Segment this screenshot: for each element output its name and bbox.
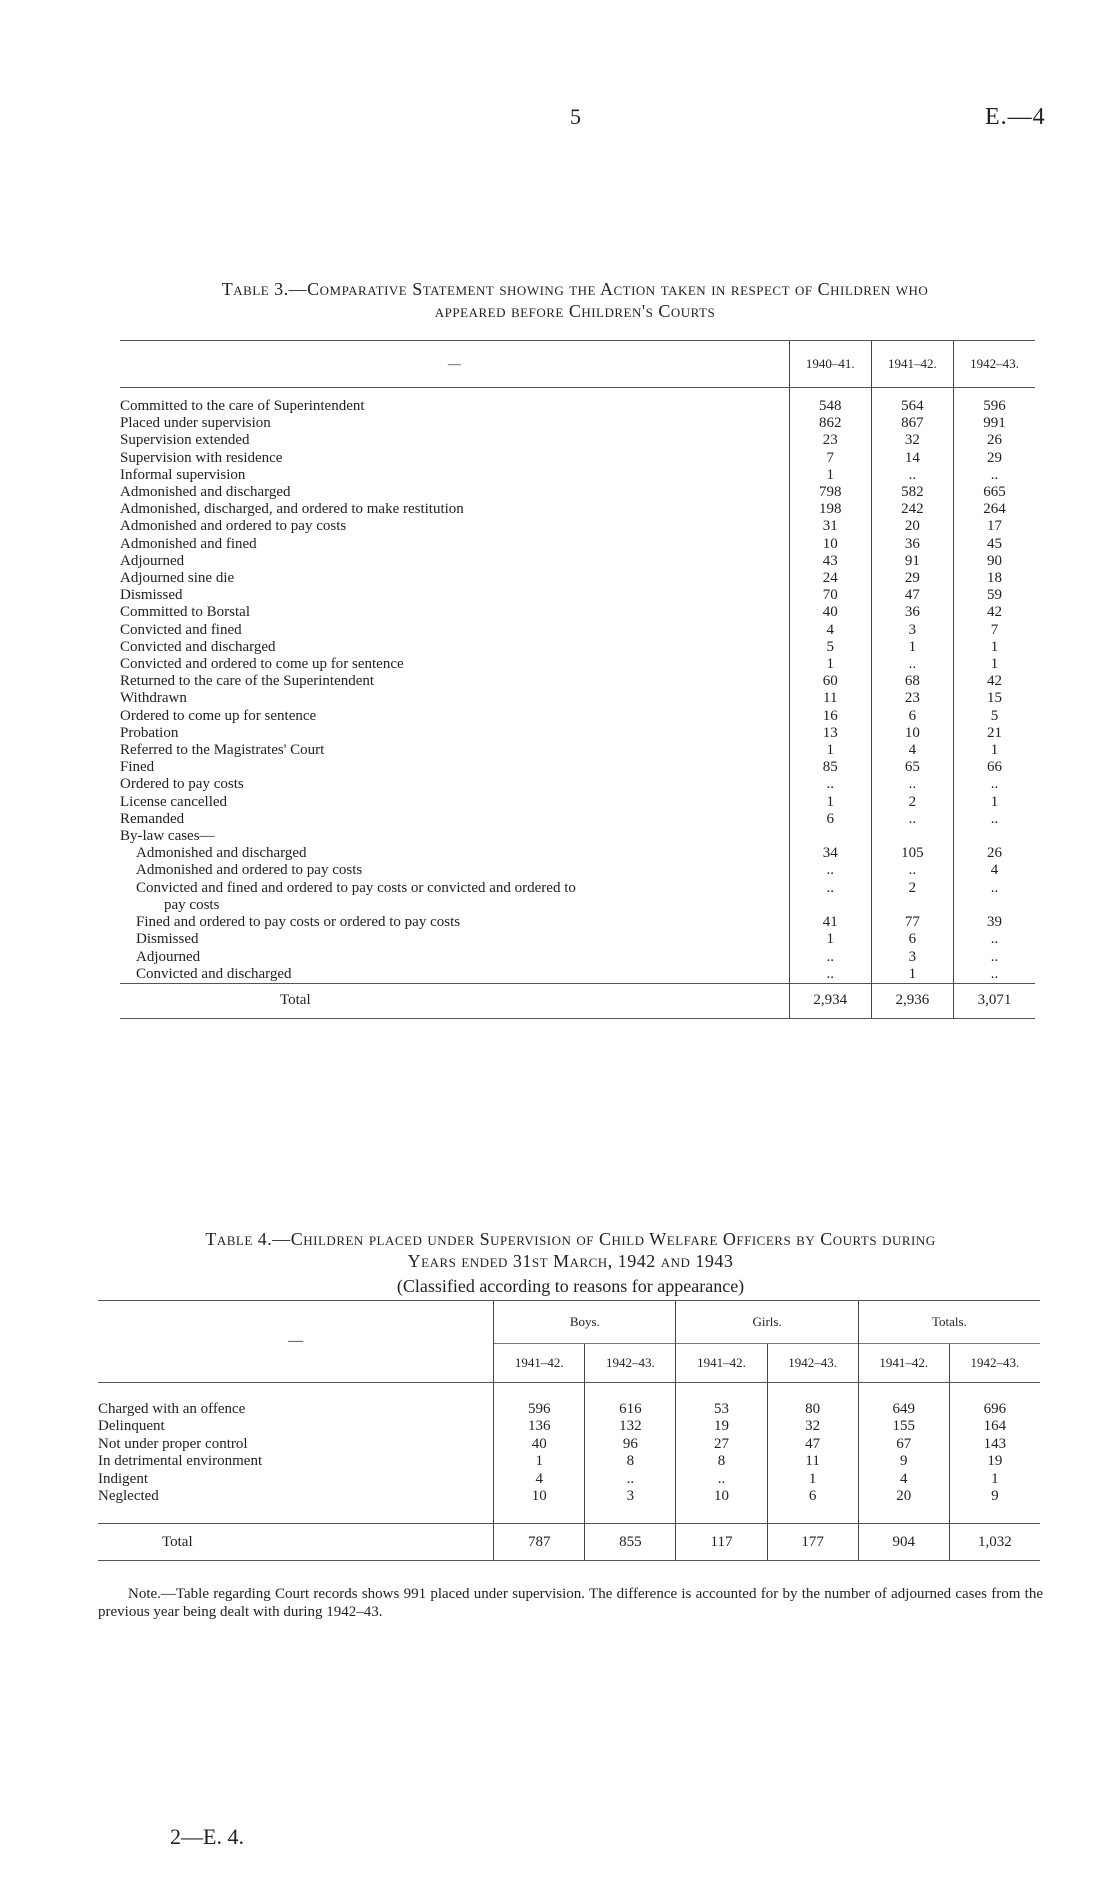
table4-cell: 4 bbox=[858, 1471, 949, 1489]
table4-cell: 40 bbox=[494, 1436, 585, 1454]
table3-cell: 68 bbox=[871, 673, 953, 690]
table3-cell: .. bbox=[871, 467, 953, 484]
table3-cell: 21 bbox=[953, 725, 1035, 742]
table3-col-header: 1940–41. bbox=[789, 341, 871, 388]
table3-cell: 34 bbox=[789, 845, 871, 862]
table3-cell: 36 bbox=[871, 604, 953, 621]
table3-cell: 264 bbox=[953, 501, 1035, 518]
table3-row-label: By-law cases— bbox=[120, 828, 215, 845]
table3-row-label: Convicted and ordered to come up for sentence bbox=[120, 656, 404, 673]
table3-cell: 14 bbox=[871, 450, 953, 467]
table4-cell: 47 bbox=[767, 1436, 858, 1454]
table3-cell bbox=[953, 828, 1035, 845]
table3-cell: 59 bbox=[953, 587, 1035, 604]
footer-reference: 2—E. 4. bbox=[170, 1824, 244, 1849]
table3-cell: 65 bbox=[871, 759, 953, 776]
table3-row bbox=[120, 518, 1035, 535]
table4-total-cell: 177 bbox=[767, 1524, 858, 1561]
table3-cell: 60 bbox=[789, 673, 871, 690]
table4-cell: 3 bbox=[585, 1488, 676, 1506]
table3-row bbox=[120, 776, 1035, 793]
table4-row-label: Neglected bbox=[98, 1488, 159, 1504]
table3-cell: 20 bbox=[871, 518, 953, 535]
table3-cell: .. bbox=[953, 931, 1035, 948]
table4-year-header: 1941–42. bbox=[858, 1344, 949, 1383]
table3-cell: 42 bbox=[953, 604, 1035, 621]
table3-cell: 1 bbox=[953, 794, 1035, 811]
table3-cell: .. bbox=[871, 776, 953, 793]
table3-cell: 29 bbox=[871, 570, 953, 587]
table3-cell: 5 bbox=[789, 639, 871, 656]
table3-cell: .. bbox=[789, 966, 871, 984]
table4-cell: 155 bbox=[858, 1418, 949, 1436]
table3-cell: 2 bbox=[871, 880, 953, 897]
table4-row-label: Charged with an offence bbox=[98, 1400, 246, 1417]
table3-row bbox=[120, 897, 1035, 914]
table4-year-header: 1942–43. bbox=[585, 1344, 676, 1383]
table3-cell: 4 bbox=[789, 622, 871, 639]
table3-row bbox=[120, 432, 1035, 449]
table3-cell: 6 bbox=[871, 931, 953, 948]
table3-row-label: Supervision extended bbox=[120, 432, 250, 449]
table3-row-label: Convicted and fined bbox=[120, 621, 242, 638]
table3-cell: 105 bbox=[871, 845, 953, 862]
table3-row-label: Committed to the care of Superintendent bbox=[120, 398, 365, 414]
table3-cell: .. bbox=[871, 862, 953, 879]
table3-cell: 1 bbox=[789, 656, 871, 673]
table3-cell: .. bbox=[789, 880, 871, 897]
table3-cell: 10 bbox=[871, 725, 953, 742]
table3-cell: 70 bbox=[789, 587, 871, 604]
table3-cell bbox=[871, 897, 953, 914]
table3-cell: 862 bbox=[789, 415, 871, 432]
table3-row-label: Admonished and ordered to pay costs bbox=[136, 862, 363, 879]
table3-cell: 36 bbox=[871, 536, 953, 553]
table3-total-cell: 2,934 bbox=[789, 983, 871, 1018]
table3-cell: 1 bbox=[789, 931, 871, 948]
table4-cell: 27 bbox=[676, 1436, 767, 1454]
table3-cell: 3 bbox=[871, 949, 953, 966]
table3-cell: 596 bbox=[953, 398, 1035, 415]
table3-cell: 31 bbox=[789, 518, 871, 535]
table3-cell: 665 bbox=[953, 484, 1035, 501]
table3-cell: 3 bbox=[871, 622, 953, 639]
table3-row bbox=[120, 570, 1035, 587]
table3-cell: 23 bbox=[789, 432, 871, 449]
table4-cell: 9 bbox=[949, 1488, 1040, 1506]
table3-cell bbox=[789, 897, 871, 914]
table4-year-header: 1941–42. bbox=[676, 1344, 767, 1383]
table3-row bbox=[120, 415, 1035, 432]
table3-row-label: Ordered to come up for sentence bbox=[120, 707, 317, 724]
table4-cell: .. bbox=[585, 1471, 676, 1489]
table3-row bbox=[120, 639, 1035, 656]
table3-caption-line2: appeared before Children's Courts bbox=[434, 301, 716, 321]
table3-cell: 41 bbox=[789, 914, 871, 931]
table3-cell: 5 bbox=[953, 708, 1035, 725]
table3-row-label: Dismissed bbox=[136, 931, 199, 948]
table4-total-cell: 1,032 bbox=[949, 1524, 1040, 1561]
table4-subcaption: (Classified according to reasons for appearance) bbox=[396, 1276, 745, 1296]
table3-total-label: Total bbox=[120, 983, 789, 1018]
table3-cell: 66 bbox=[953, 759, 1035, 776]
table4-cell: 8 bbox=[585, 1453, 676, 1471]
table3-cell: 6 bbox=[789, 811, 871, 828]
table3-row-label: Remanded bbox=[120, 810, 185, 827]
table3-cell: 1 bbox=[953, 656, 1035, 673]
table4-cell: 10 bbox=[494, 1488, 585, 1506]
table4-cell: 696 bbox=[949, 1401, 1040, 1419]
document-reference: E.—4 bbox=[985, 104, 1046, 130]
table3-cell: 1 bbox=[789, 794, 871, 811]
table3-cell: 2 bbox=[871, 794, 953, 811]
table3-cell: 18 bbox=[953, 570, 1035, 587]
table3-row-label: Probation bbox=[120, 724, 179, 741]
table4-year-header: 1941–42. bbox=[494, 1344, 585, 1383]
table3-header-row bbox=[120, 341, 1035, 388]
table3-row bbox=[120, 742, 1035, 759]
table4-stub-header: — bbox=[98, 1301, 494, 1383]
table3-row-label: Supervision with residence bbox=[120, 449, 283, 466]
table3-cell: .. bbox=[871, 811, 953, 828]
table4-cell: 96 bbox=[585, 1436, 676, 1454]
table3-cell: 91 bbox=[871, 553, 953, 570]
table3-row-label: Dismissed bbox=[120, 587, 183, 604]
table3-cell: 26 bbox=[953, 845, 1035, 862]
table4-cell: 53 bbox=[676, 1401, 767, 1419]
table3-cell: 548 bbox=[789, 398, 871, 415]
table3-cell: 582 bbox=[871, 484, 953, 501]
table3-cell: 1 bbox=[871, 639, 953, 656]
table4-total-cell: 855 bbox=[585, 1524, 676, 1561]
table4-cell: 6 bbox=[767, 1488, 858, 1506]
table4-cell: 9 bbox=[858, 1453, 949, 1471]
table3-cell: .. bbox=[789, 862, 871, 879]
table3 bbox=[120, 340, 1035, 1019]
table4-row bbox=[98, 1453, 1040, 1471]
table3-total-row bbox=[120, 983, 1035, 1018]
table4-row-label: Delinquent bbox=[98, 1418, 165, 1434]
table3-cell: 1 bbox=[871, 966, 953, 984]
table3-cell: .. bbox=[953, 811, 1035, 828]
table4-cell: 32 bbox=[767, 1418, 858, 1436]
table3-cell: 90 bbox=[953, 553, 1035, 570]
table3-cell: 1 bbox=[953, 639, 1035, 656]
table3-row bbox=[120, 622, 1035, 639]
table4-note: Note.—Table regarding Court records shows 991 placed under supervision. The difference is accounted for by the number of adjourned cases from the previous year being dealt with during 1942–43. bbox=[98, 1586, 1043, 1620]
table3-row bbox=[120, 931, 1035, 948]
table4-cell: 136 bbox=[494, 1418, 585, 1436]
table4-cell: 19 bbox=[676, 1418, 767, 1436]
table3-row-label: Informal supervision bbox=[120, 466, 246, 483]
table4-cell: 19 bbox=[949, 1453, 1040, 1471]
table3-cell: 40 bbox=[789, 604, 871, 621]
table3-cell: 39 bbox=[953, 914, 1035, 931]
table4-cell: 1 bbox=[494, 1453, 585, 1471]
table3-cell: 867 bbox=[871, 415, 953, 432]
table3-row-label: Admonished and fined bbox=[120, 535, 257, 552]
table3-row bbox=[120, 759, 1035, 776]
table3-row-label: Placed under supervision bbox=[120, 415, 271, 432]
table4-caption-line2: Years ended 31st March, 1942 and 1943 bbox=[407, 1251, 734, 1271]
table3-row-label: Returned to the care of the Superintendent bbox=[120, 673, 375, 690]
table3-row-label: Adjourned bbox=[136, 948, 201, 965]
table3-cell: 45 bbox=[953, 536, 1035, 553]
table3-cell bbox=[953, 897, 1035, 914]
table3-cell: 42 bbox=[953, 673, 1035, 690]
table4-row-label: Not under proper control bbox=[98, 1435, 248, 1452]
table4-total-cell: 787 bbox=[494, 1524, 585, 1561]
table4-row-label: In detrimental environment bbox=[98, 1453, 263, 1469]
table3-cell: 29 bbox=[953, 450, 1035, 467]
table3-row bbox=[120, 949, 1035, 966]
table3-col-header: 1942–43. bbox=[953, 341, 1035, 388]
table3-cell: 198 bbox=[789, 501, 871, 518]
table4-cell: .. bbox=[676, 1471, 767, 1489]
table3-cell: .. bbox=[789, 949, 871, 966]
table4-cell: 8 bbox=[676, 1453, 767, 1471]
table3-row-label: Fined bbox=[120, 759, 155, 776]
table4-cell: 4 bbox=[494, 1471, 585, 1489]
table4-row bbox=[98, 1471, 1040, 1489]
table3-cell: 6 bbox=[871, 708, 953, 725]
table3-cell: 85 bbox=[789, 759, 871, 776]
table3-row bbox=[120, 467, 1035, 484]
table3-cell: 11 bbox=[789, 690, 871, 707]
table3-row-label: Convicted and discharged bbox=[136, 965, 292, 982]
table4-cell: 132 bbox=[585, 1418, 676, 1436]
table3-row bbox=[120, 484, 1035, 501]
table3-cell: 991 bbox=[953, 415, 1035, 432]
table4-cell: 20 bbox=[858, 1488, 949, 1506]
table4-caption-line1: Table 4.—Children placed under Supervision of Child Welfare Officers by Courts during bbox=[205, 1229, 936, 1249]
table3-row bbox=[120, 966, 1035, 984]
table4-cell: 10 bbox=[676, 1488, 767, 1506]
table4-cell: 11 bbox=[767, 1453, 858, 1471]
table3-cell: 1 bbox=[953, 742, 1035, 759]
table3-row bbox=[120, 708, 1035, 725]
table4-total-row bbox=[98, 1524, 1040, 1561]
table3-row bbox=[120, 656, 1035, 673]
table4-cell: 1 bbox=[949, 1471, 1040, 1489]
table3-cell: 7 bbox=[953, 622, 1035, 639]
table4-year-header: 1942–43. bbox=[767, 1344, 858, 1383]
table3-row bbox=[120, 450, 1035, 467]
table3-row-label: Withdrawn bbox=[120, 690, 187, 707]
table3-cell: .. bbox=[953, 966, 1035, 984]
table3-cell: 17 bbox=[953, 518, 1035, 535]
table4-cell: 143 bbox=[949, 1436, 1040, 1454]
table3-cell: .. bbox=[871, 656, 953, 673]
table3-row bbox=[120, 725, 1035, 742]
table3-row-label: Convicted and fined and ordered to pay costs or convicted and ordered to bbox=[136, 879, 576, 896]
table3-cell: .. bbox=[953, 776, 1035, 793]
table3-row-label: Adjourned bbox=[120, 552, 185, 569]
table4-cell: 649 bbox=[858, 1401, 949, 1419]
table4-row bbox=[98, 1418, 1040, 1436]
table4-total-cell: 117 bbox=[676, 1524, 767, 1561]
table3-row-label: Ordered to pay costs bbox=[120, 776, 244, 793]
table4-cell: 164 bbox=[949, 1418, 1040, 1436]
table3-stub-header: — bbox=[120, 341, 789, 388]
table3-cell: 24 bbox=[789, 570, 871, 587]
table3-row bbox=[120, 862, 1035, 879]
table3-cell: 32 bbox=[871, 432, 953, 449]
table3-cell: 26 bbox=[953, 432, 1035, 449]
table3-row-label: Convicted and discharged bbox=[120, 638, 276, 655]
table3-row-label: Admonished, discharged, and ordered to make restitution bbox=[120, 501, 464, 518]
table3-cell: 7 bbox=[789, 450, 871, 467]
table4-year-header: 1942–43. bbox=[949, 1344, 1040, 1383]
table4-row bbox=[98, 1488, 1040, 1506]
table3-cell: 798 bbox=[789, 484, 871, 501]
table3-cell bbox=[789, 828, 871, 845]
page-number: 5 bbox=[570, 104, 581, 129]
table4 bbox=[98, 1300, 1040, 1561]
table3-row bbox=[120, 794, 1035, 811]
table4-cell: 67 bbox=[858, 1436, 949, 1454]
table3-cell: .. bbox=[953, 467, 1035, 484]
table3-cell: 43 bbox=[789, 553, 871, 570]
table3-cell: 77 bbox=[871, 914, 953, 931]
table4-cell: 596 bbox=[494, 1401, 585, 1419]
table3-cell: .. bbox=[789, 776, 871, 793]
table3-total-cell: 2,936 bbox=[871, 983, 953, 1018]
table4-total-cell: 904 bbox=[858, 1524, 949, 1561]
table3-row bbox=[120, 811, 1035, 828]
table3-col-header: 1941–42. bbox=[871, 341, 953, 388]
table3-row-label: Committed to Borstal bbox=[120, 604, 250, 621]
table4-row bbox=[98, 1401, 1040, 1419]
table3-row bbox=[120, 828, 1035, 845]
table3-row bbox=[120, 398, 1035, 415]
table3-row-label: Adjourned sine die bbox=[120, 570, 235, 587]
table3-row-label: Admonished and ordered to pay costs bbox=[120, 518, 347, 535]
table4-group-header-row bbox=[98, 1301, 1040, 1344]
table3-cell: 13 bbox=[789, 725, 871, 742]
table3-row bbox=[120, 553, 1035, 570]
table3-cell: 10 bbox=[789, 536, 871, 553]
table3-row-label: pay costs bbox=[164, 896, 220, 913]
table3-row-label: Admonished and discharged bbox=[120, 484, 291, 501]
table3-cell: 47 bbox=[871, 587, 953, 604]
table3-row bbox=[120, 587, 1035, 604]
table3-cell: .. bbox=[953, 949, 1035, 966]
table3-cell bbox=[871, 828, 953, 845]
table3-row-label: License cancelled bbox=[120, 793, 228, 810]
table3-row bbox=[120, 914, 1035, 931]
table4-cell: 616 bbox=[585, 1401, 676, 1419]
table3-row bbox=[120, 501, 1035, 518]
table3-row bbox=[120, 673, 1035, 690]
table3-caption-line1: Table 3.—Comparative Statement showing the Action taken in respect of Children who bbox=[221, 279, 929, 299]
table4-total-label: Total bbox=[98, 1524, 494, 1561]
table3-cell: 1 bbox=[789, 742, 871, 759]
table3-cell: 1 bbox=[789, 467, 871, 484]
table3-cell: .. bbox=[953, 880, 1035, 897]
table4-row-label: Indigent bbox=[98, 1470, 148, 1487]
table3-cell: 564 bbox=[871, 398, 953, 415]
table4-group-header: Totals. bbox=[858, 1301, 1040, 1344]
table3-cell: 16 bbox=[789, 708, 871, 725]
table3-cell: 15 bbox=[953, 690, 1035, 707]
table4-group-header: Boys. bbox=[494, 1301, 676, 1344]
table3-cell: 4 bbox=[871, 742, 953, 759]
table3-cell: 23 bbox=[871, 690, 953, 707]
table3-row bbox=[120, 845, 1035, 862]
table3-row bbox=[120, 604, 1035, 621]
table4-group-header: Girls. bbox=[676, 1301, 858, 1344]
table3-cell: 4 bbox=[953, 862, 1035, 879]
table4-cell: 80 bbox=[767, 1401, 858, 1419]
table3-row bbox=[120, 880, 1035, 897]
table3-row bbox=[120, 690, 1035, 707]
table3-row-label: Fined and ordered to pay costs or ordered to pay costs bbox=[136, 914, 461, 931]
table3-cell: 242 bbox=[871, 501, 953, 518]
table3-row-label: Admonished and discharged bbox=[136, 845, 307, 862]
table4-row bbox=[98, 1436, 1040, 1454]
table3-total-cell: 3,071 bbox=[953, 983, 1035, 1018]
table3-row bbox=[120, 536, 1035, 553]
table3-row-label: Referred to the Magistrates' Court bbox=[120, 742, 325, 759]
table4-cell: 1 bbox=[767, 1471, 858, 1489]
